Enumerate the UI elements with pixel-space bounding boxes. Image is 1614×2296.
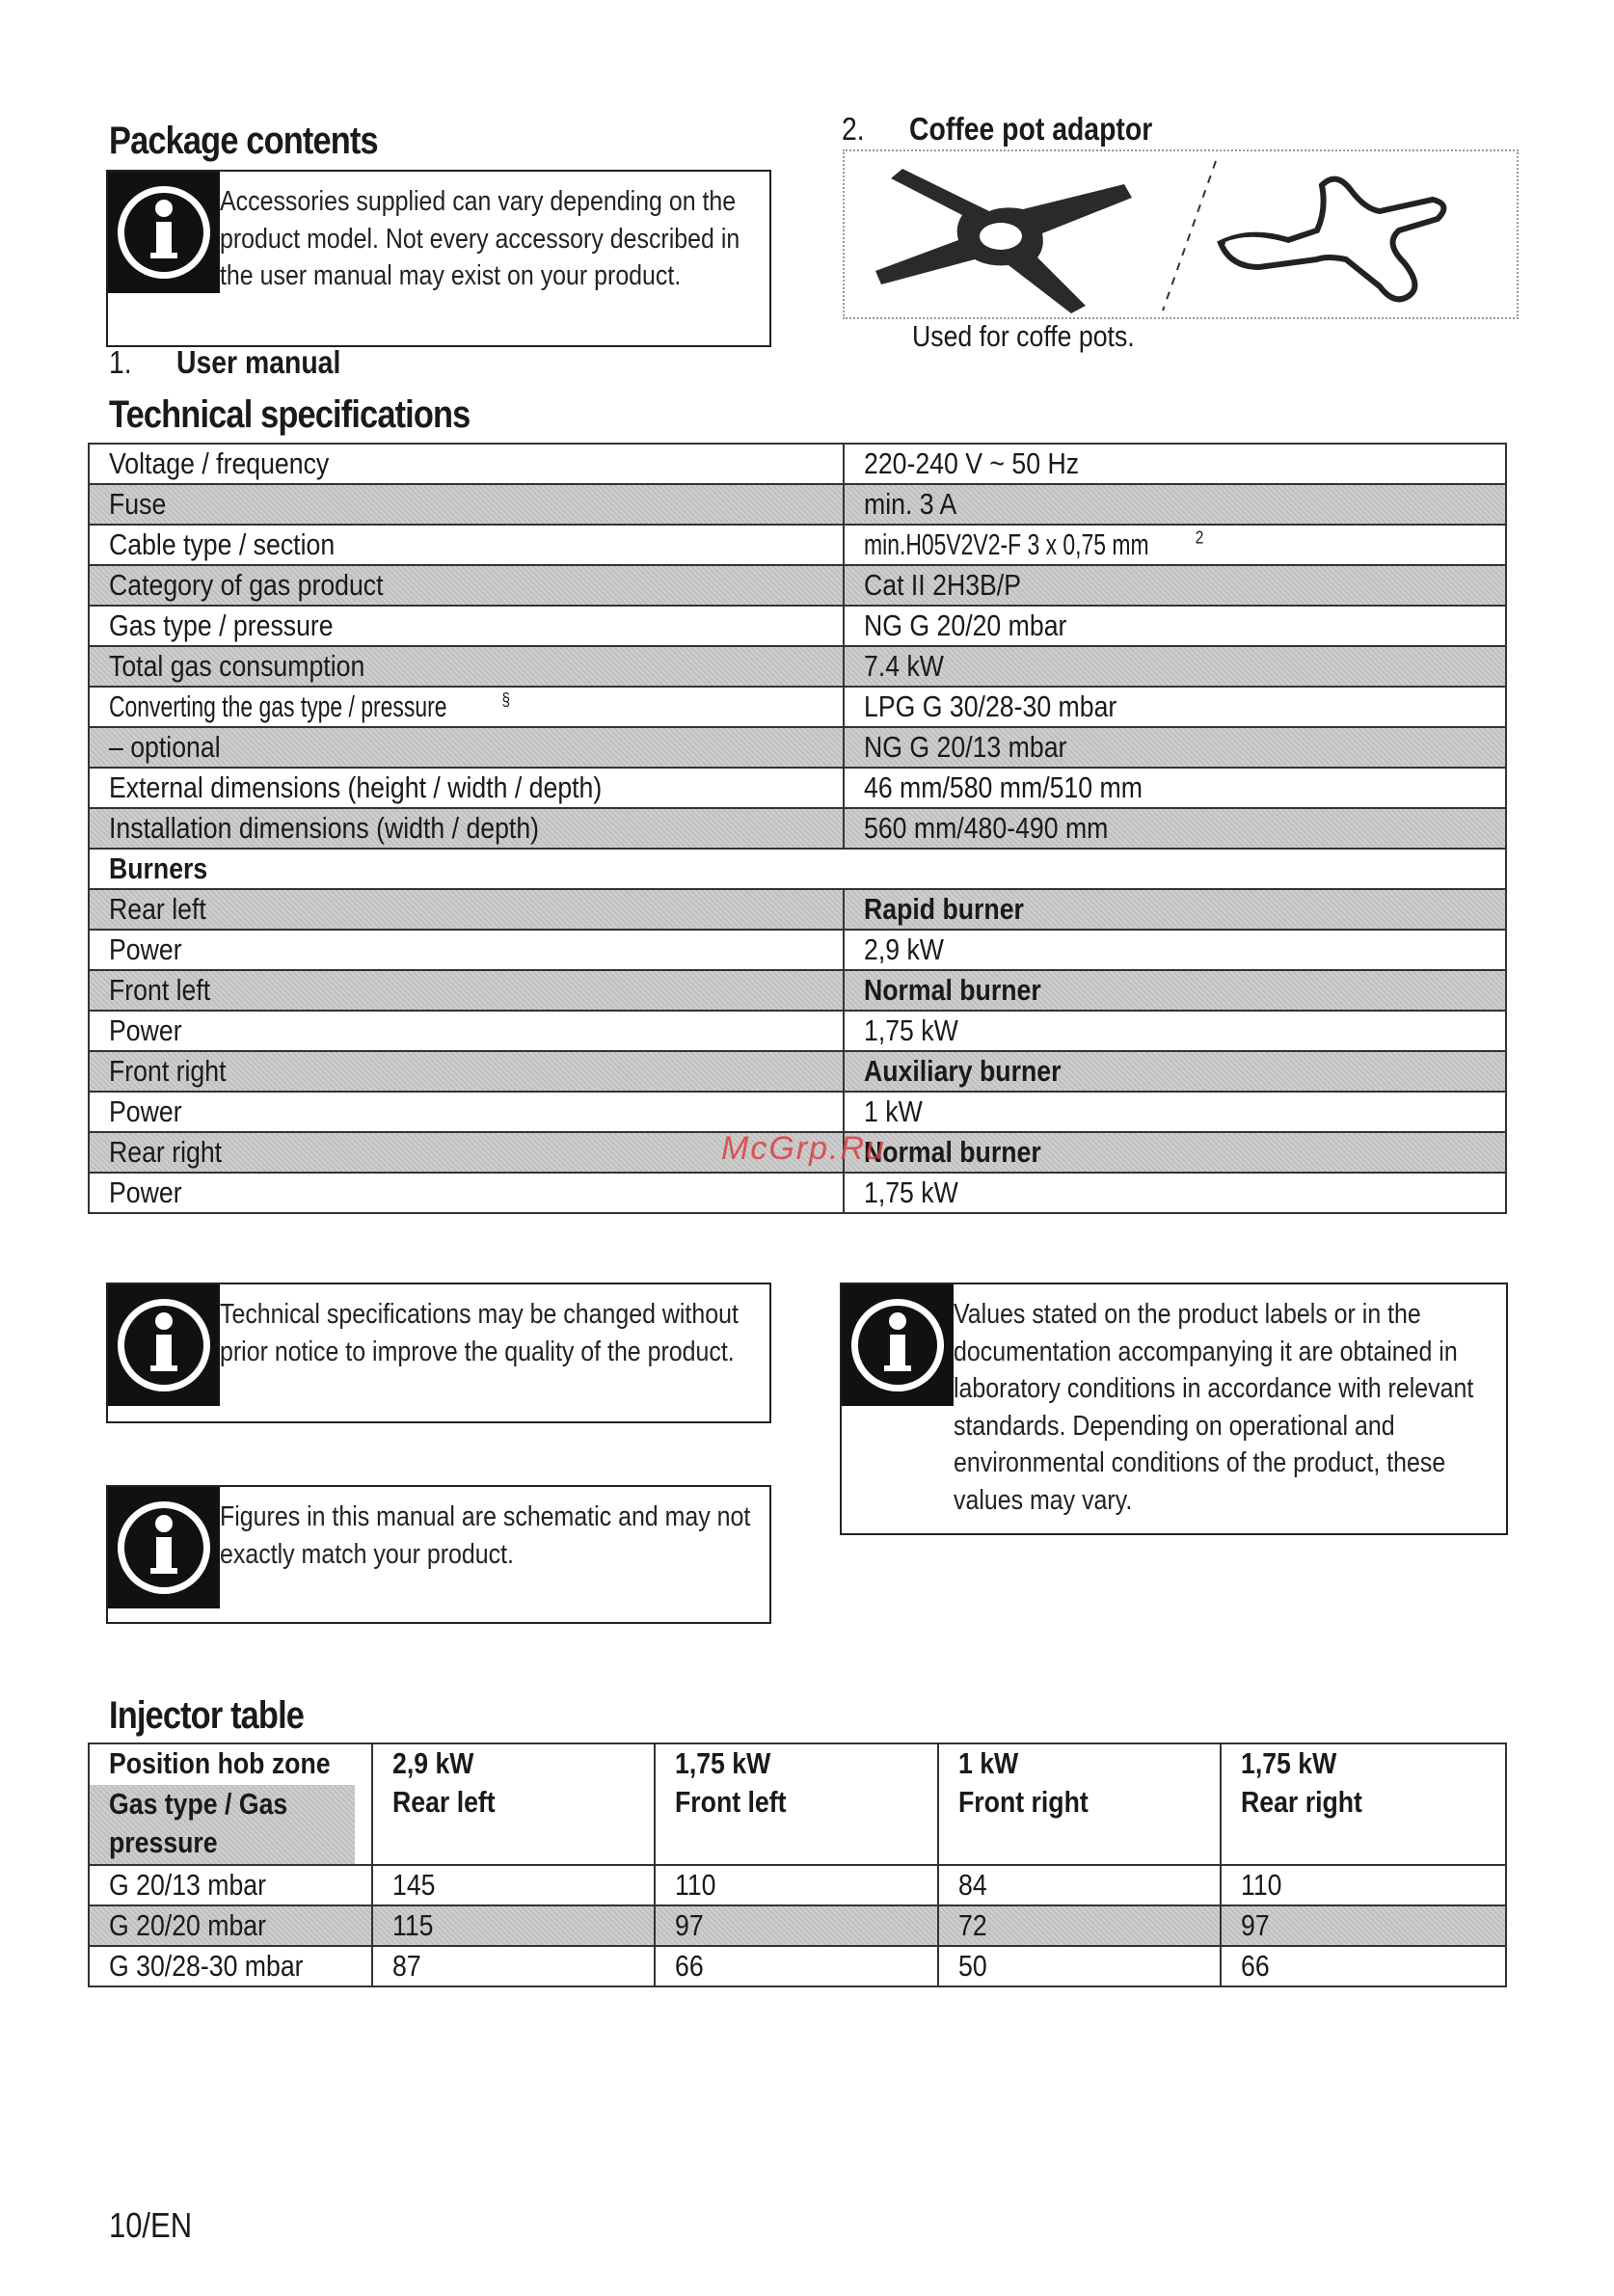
injector-value-cell: 115	[372, 1905, 655, 1946]
injector-column-header: 1,75 kW Rear right	[1221, 1743, 1506, 1865]
injector-column-header: 1,75 kW Front left	[655, 1743, 937, 1865]
spec-value: 7.4 kW	[844, 646, 1506, 687]
spec-value: 220-240 V ~ 50 Hz	[844, 444, 1506, 484]
info-text-values: Values stated on the product labels or in the documentation accompanying it are obtained in laboratory conditions in accordance with relevant standards. Depending on operational and environmental conditions of the product, these values may vary.	[954, 1299, 1474, 1516]
spec-label: Installation dimensions (width / depth)	[89, 808, 844, 849]
spec-label: Cable type / section	[89, 525, 844, 565]
spec-value: NG G 20/20 mbar	[844, 606, 1506, 646]
burner-label: Power	[89, 1011, 844, 1051]
burner-row	[89, 970, 1506, 1011]
burners-heading: Burners	[89, 849, 1506, 889]
burner-value: Rapid burner	[844, 889, 1506, 930]
package-item-2	[842, 111, 1192, 148]
spec-row	[89, 646, 1506, 687]
item-2-number: 2.	[842, 111, 865, 147]
burner-label: Front right	[89, 1051, 844, 1092]
burner-value: Auxiliary burner	[844, 1051, 1506, 1092]
watermark: McGrp.Ru	[721, 1130, 886, 1167]
spec-row	[89, 525, 1506, 565]
spec-value: min. 3 A	[844, 484, 1506, 525]
injector-value-cell: 110	[1221, 1865, 1506, 1905]
burner-label: Power	[89, 1173, 844, 1213]
injector-column-header: 1 kW Front right	[938, 1743, 1222, 1865]
coffee-pot-caption: Used for coffe pots.	[912, 319, 1135, 353]
page-number: 10/EN	[109, 2205, 193, 2245]
injector-value-cell: 87	[372, 1946, 655, 1986]
info-icon	[842, 1284, 954, 1406]
technical-specifications-heading: Technical specifications	[109, 393, 471, 436]
injector-value-cell: 110	[655, 1865, 937, 1905]
info-text-figures: Figures in this manual are schematic and may not exactly match your product.	[220, 1501, 751, 1570]
spec-value: LPG G 30/28-30 mbar	[844, 687, 1506, 727]
info-icon	[108, 1487, 220, 1608]
superscript: 2	[1195, 527, 1204, 548]
info-box-figures	[106, 1485, 771, 1624]
burner-value: Normal burner	[844, 970, 1506, 1011]
gas-type-pressure-label: Gas type / Gas pressure	[90, 1785, 355, 1864]
info-text-specifications: Technical specifications may be changed without prior notice to improve the quality of the product.	[220, 1299, 739, 1367]
injector-gas-cell: G 30/28-30 mbar	[89, 1946, 372, 1986]
injector-header-label-cell	[89, 1743, 372, 1865]
spec-label: Total gas consumption	[89, 646, 844, 687]
spec-row	[89, 606, 1506, 646]
burner-row	[89, 1092, 1506, 1132]
info-box-values	[840, 1283, 1508, 1535]
burner-row	[89, 889, 1506, 930]
spec-label: Voltage / frequency	[89, 444, 844, 484]
injector-value-cell: 84	[938, 1865, 1222, 1905]
burner-value: 1,75 kW	[844, 1173, 1506, 1213]
superscript: §	[501, 689, 511, 710]
spec-label: Category of gas product	[89, 565, 844, 606]
injector-row	[89, 1905, 1506, 1946]
injector-value-cell: 97	[1221, 1905, 1506, 1946]
spec-row	[89, 808, 1506, 849]
burner-label: Power	[89, 1092, 844, 1132]
spec-row	[89, 727, 1506, 768]
burners-heading-row	[89, 849, 1506, 889]
burner-value: 2,9 kW	[844, 930, 1506, 970]
burner-value: Normal burner	[844, 1132, 1506, 1173]
injector-column-header: 2,9 kW Rear left	[372, 1743, 655, 1865]
injector-value-cell: 72	[938, 1905, 1222, 1946]
coffee-pot-adaptor-illustration	[845, 151, 1517, 317]
package-item-1	[109, 344, 367, 381]
spec-label: – optional	[89, 727, 844, 768]
spec-label: Gas type / pressure	[89, 606, 844, 646]
injector-value-cell: 97	[655, 1905, 937, 1946]
spec-label: Fuse	[89, 484, 844, 525]
info-box-specifications	[106, 1283, 771, 1423]
position-hob-zone-label: Position hob zone	[109, 1746, 331, 1780]
coffee-pot-adaptor-figure	[843, 149, 1519, 319]
spec-value: NG G 20/13 mbar	[844, 727, 1506, 768]
info-icon	[108, 172, 220, 293]
burner-value: 1,75 kW	[844, 1011, 1506, 1051]
spec-value: 560 mm/480-490 mm	[844, 808, 1506, 849]
spec-value: Cat II 2H3B/P	[844, 565, 1506, 606]
burner-row	[89, 1011, 1506, 1051]
injector-value-cell: 66	[655, 1946, 937, 1986]
injector-row	[89, 1865, 1506, 1905]
injector-value-cell: 50	[938, 1946, 1222, 1986]
burner-row	[89, 1173, 1506, 1213]
spec-row	[89, 444, 1506, 484]
injector-table	[88, 1742, 1507, 1987]
spec-value: min.H05V2V2-F 3 x 0,75 mm $^2$	[844, 525, 1506, 565]
spec-label: Converting the gas type / pressure §	[89, 687, 844, 727]
info-icon	[108, 1284, 220, 1406]
item-2-label: Coffee pot adaptor	[909, 111, 1153, 147]
burner-label: Front left	[89, 970, 844, 1011]
injector-gas-cell: G 20/13 mbar	[89, 1865, 372, 1905]
package-contents-heading: Package contents	[109, 120, 378, 162]
info-box-accessories	[106, 170, 771, 347]
spec-value: 46 mm/580 mm/510 mm	[844, 768, 1506, 808]
burner-label: Power	[89, 930, 844, 970]
item-1-number: 1.	[109, 344, 132, 380]
burner-row	[89, 1051, 1506, 1092]
burner-label: Rear left	[89, 889, 844, 930]
burner-value: 1 kW	[844, 1092, 1506, 1132]
injector-header-row	[89, 1743, 1506, 1865]
info-text-accessories: Accessories supplied can vary depending on the product model. Not every accessory described in the user manual may exist on your product.	[220, 186, 740, 291]
spec-row	[89, 565, 1506, 606]
burner-label: Rear right	[89, 1132, 844, 1173]
spec-label: External dimensions (height / width / depth)	[89, 768, 844, 808]
burner-row	[89, 930, 1506, 970]
injector-table-heading: Injector table	[109, 1694, 305, 1737]
injector-row	[89, 1946, 1506, 1986]
item-1-label: User manual	[176, 344, 341, 380]
spec-row	[89, 687, 1506, 727]
spec-row	[89, 484, 1506, 525]
injector-value-cell: 66	[1221, 1946, 1506, 1986]
injector-gas-cell: G 20/20 mbar	[89, 1905, 372, 1946]
technical-specifications-table	[88, 443, 1507, 1214]
spec-row	[89, 768, 1506, 808]
injector-value-cell: 145	[372, 1865, 655, 1905]
